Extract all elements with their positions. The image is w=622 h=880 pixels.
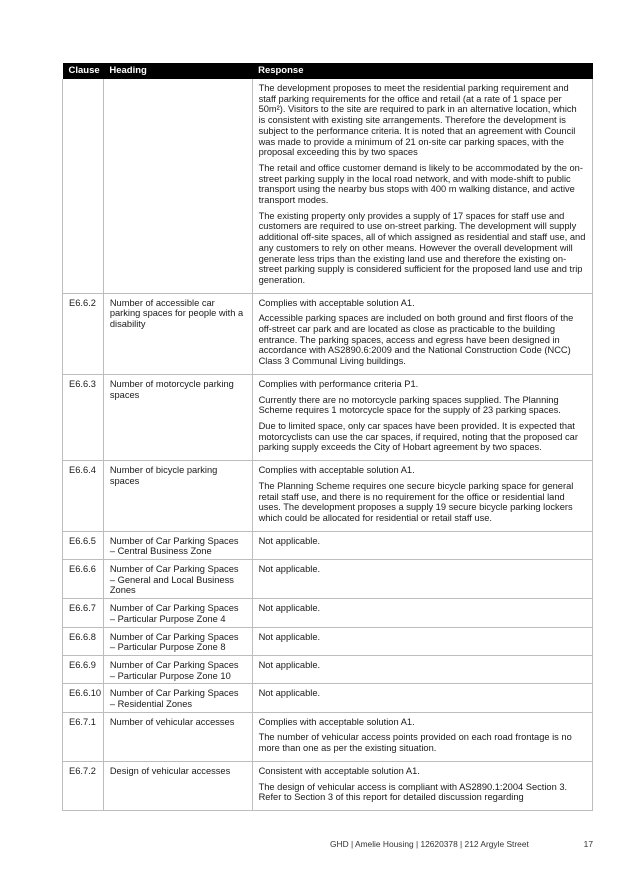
response-paragraph: Not applicable. <box>258 603 321 614</box>
clause-cell: E6.7.1 <box>63 712 104 761</box>
column-header-clause: Clause <box>63 63 104 79</box>
heading-cell: Number of Car Parking Spaces – Residential Zones <box>103 684 252 712</box>
clause-cell: E6.6.9 <box>63 655 104 683</box>
heading-cell <box>103 79 252 293</box>
heading-cell: Number of Car Parking Spaces – Particular Purpose Zone 4 <box>103 599 252 627</box>
response-paragraph: The retail and office customer demand is likely to be accommodated by the on-street parking supply in the local road network, and with mode-shift to public transport using the nearby bus stops with 400 m walking distance, and active transport modes. <box>258 162 583 206</box>
response-paragraph: Not applicable. <box>258 564 321 575</box>
clause-cell <box>63 79 104 293</box>
response-paragraph: The design of vehicular access is compliant with AS2890.1:2004 Section 3. Refer to Section 3 of this report for detailed discussion regarding <box>258 781 568 803</box>
heading-cell: Number of accessible car parking spaces for people with a disability <box>103 293 252 374</box>
response-paragraph: Not applicable. <box>258 535 321 546</box>
response-cell <box>252 461 592 532</box>
clause-cell: E6.6.10 <box>63 684 104 712</box>
clause-cell: E6.7.2 <box>63 761 104 810</box>
clause-cell: E6.6.6 <box>63 560 104 599</box>
response-cell <box>252 627 592 655</box>
table-row <box>63 374 593 460</box>
table-row <box>63 461 593 532</box>
clause-cell: E6.6.3 <box>63 374 104 460</box>
table-row <box>63 684 593 712</box>
clause-response-table <box>62 63 593 811</box>
clause-cell: E6.6.2 <box>63 293 104 374</box>
heading-cell: Number of Car Parking Spaces – Central Business Zone <box>103 531 252 559</box>
clause-cell: E6.6.4 <box>63 461 104 532</box>
table-row <box>63 293 593 374</box>
response-paragraph: Due to limited space, only car spaces have been provided. It is expected that motorcyclists can use the car spaces, if required, noting that the proposed car parking supply exceeds the City of Hobart agreement by two spaces. <box>258 420 578 453</box>
response-paragraph: Complies with acceptable solution A1. <box>258 716 415 727</box>
table-row <box>63 79 593 293</box>
footer-text: GHD | Amelie Housing | 12620378 | 212 Argyle Street <box>330 839 529 849</box>
response-paragraph: Accessible parking spaces are included on both ground and first floors of the off-street car park and are located as close as practicable to the building entrance. The parking spaces, access and egress have been designed in accordance with AS2890.6:2009 and the National Construction Code (NCC) Class 3 Communal Living buildings. <box>258 313 574 367</box>
table-row <box>63 560 593 599</box>
table-header-row <box>63 63 593 79</box>
table-row <box>63 599 593 627</box>
response-cell <box>252 560 592 599</box>
response-cell <box>252 684 592 712</box>
response-paragraph: The number of vehicular access points provided on each road frontage is no more than one as per the existing situation. <box>258 732 572 754</box>
response-cell <box>252 293 592 374</box>
column-header-response: Response <box>252 63 592 79</box>
response-paragraph: Not applicable. <box>258 631 321 642</box>
clause-cell: E6.6.7 <box>63 599 104 627</box>
response-paragraph: The existing property only provides a supply of 17 spaces for staff use and customers are required to use on-street parking. The development will supply additional off-site spaces, all of which assigned as residential and staff use, and any customers to rely on other means. However the overall development will generate less trips than the existing land use and therefore the existing on-street parking supply is considered sufficient for the proposed land use and trip generation. <box>258 210 586 285</box>
table-row <box>63 655 593 683</box>
heading-cell: Design of vehicular accesses <box>103 761 252 810</box>
table-row <box>63 531 593 559</box>
response-paragraph: Complies with performance criteria P1. <box>258 378 419 389</box>
response-paragraph: Not applicable. <box>258 688 321 699</box>
table-body <box>63 79 593 810</box>
response-paragraph: Consistent with acceptable solution A1. <box>258 765 420 776</box>
table-row <box>63 761 593 810</box>
response-paragraph: Not applicable. <box>258 659 321 670</box>
clause-cell: E6.6.5 <box>63 531 104 559</box>
heading-cell: Number of motorcycle parking spaces <box>103 374 252 460</box>
response-cell <box>252 712 592 761</box>
heading-cell: Number of vehicular accesses <box>103 712 252 761</box>
heading-cell: Number of Car Parking Spaces – General and Local Business Zones <box>103 560 252 599</box>
heading-cell: Number of Car Parking Spaces – Particular Purpose Zone 10 <box>103 655 252 683</box>
page-number: 17 <box>583 839 593 849</box>
heading-cell: Number of bicycle parking spaces <box>103 461 252 532</box>
clause-cell: E6.6.8 <box>63 627 104 655</box>
response-cell <box>252 599 592 627</box>
column-header-heading: Heading <box>103 63 252 79</box>
response-cell <box>252 761 592 810</box>
response-cell <box>252 79 592 293</box>
response-paragraph: Complies with acceptable solution A1. <box>258 297 415 308</box>
table-row <box>63 627 593 655</box>
response-paragraph: The development proposes to meet the residential parking requirement and staff parking requirements for the office and retail (at a rate of 1 space per 50m²). Visitors to the site are required to park in an alternative location, which is consistent with existing site arrangements. Therefore the development is subject to the performance criteria. It is noted that an agreement with Council was made to provide a minimum of 21 on-site car parking spaces, with the proposal exceeding this by two spaces <box>258 83 577 158</box>
response-paragraph: Complies with acceptable solution A1. <box>258 465 415 476</box>
heading-cell: Number of Car Parking Spaces – Particular Purpose Zone 8 <box>103 627 252 655</box>
response-cell <box>252 655 592 683</box>
response-cell <box>252 374 592 460</box>
table-row <box>63 712 593 761</box>
response-cell <box>252 531 592 559</box>
response-paragraph: Currently there are no motorcycle parking spaces supplied. The Planning Scheme requires 1 motorcycle space for the supply of 23 parking spaces. <box>258 394 561 416</box>
response-paragraph: The Planning Scheme requires one secure bicycle parking space for general retail staff use, and there is no requirement for the office or residential land uses. The development proposes a supply 19 secure bicycle parking lockers which could be allocated for residential or retail staff use. <box>258 480 574 523</box>
